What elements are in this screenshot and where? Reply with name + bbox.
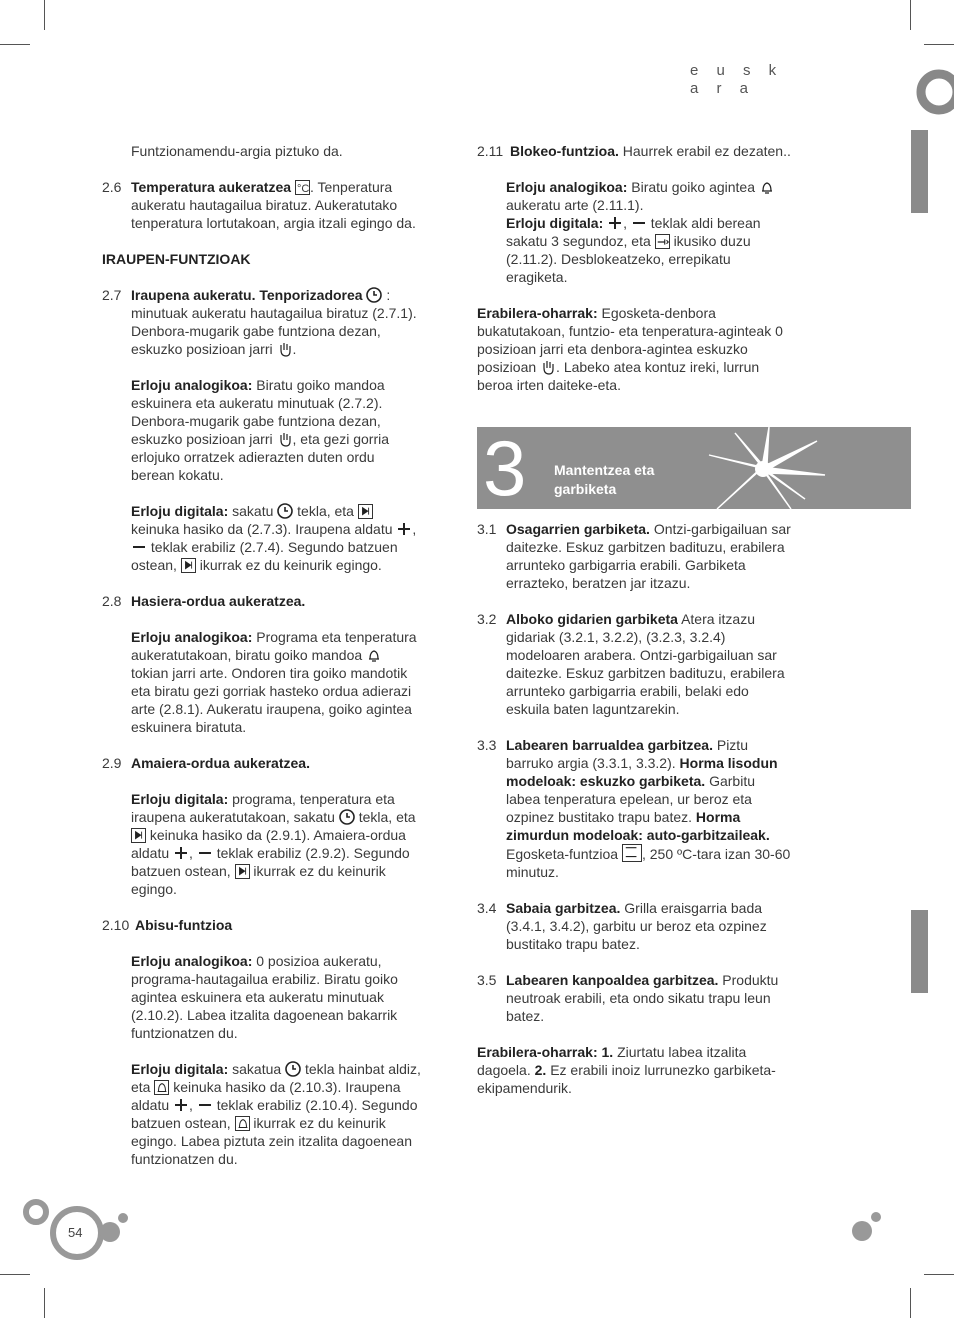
crop-mark: [924, 1274, 954, 1275]
section-2-10: 2.10 Abisu-funtzioa Erloju analogikoa: 0 posizioa aukeratu, programa-hautagailua erabiliz. Biratu goiko agintea eskuinera eta aukeratu minutuak (2.10.2). Labea itzalita dagoenean bakarrik funtzionatzen du. Erloju digitala: sakatua tekla hainbat aldiz, eta keinuka hasiko da (2.10.3). Iraupena aldatu , teklak erabiliz (2.10.4). Segundo batzuen ostean, ikurrak ez du keinurik egingo. Labea piztuta zein itzalita dagoenean funtzionatzen du.: [102, 917, 421, 1167]
section-2-9: 2.9 Amaiera-ordua aukeratzea. Erloju digitala: programa, tenperatura eta iraupena aukeratutakoan, sakatu tekla, eta keinuka hasiko da (2.9.1). Amaiera-ordua aldatu , teklak erabiliz (2.9.2). Segundo batzuen ostean, ikurrak ez du keinurik egingo.: [102, 755, 416, 897]
play-icon: [181, 558, 196, 573]
right-column-lower: [477, 520, 792, 1097]
bell-icon: [759, 179, 775, 195]
plus-icon: [173, 845, 189, 861]
clock-icon: [285, 1061, 301, 1077]
minus-icon: [197, 1097, 213, 1113]
section-3-2: 3.2 Alboko gidarien garbiketa Atera itzazu gidariak (3.2.1, 3.2.2), (3.2.3, 3.2.4) modeloaren arabera. Ontzi-garbigailuan sar daitezke. Eskuz garbitzen badituzu, erabilera arrunteko garbigarria erabili, belaki edo eskuila baten laguntzarekin.: [477, 611, 785, 717]
plus-icon: [607, 215, 623, 231]
side-tab-top: [911, 130, 928, 213]
key-lock-icon: [655, 234, 670, 249]
chapter-title: Mantentzea eta garbiketa: [554, 462, 655, 497]
crop-mark: [910, 0, 911, 30]
crop-mark: [0, 1274, 30, 1275]
right-column: [477, 142, 792, 394]
clock-icon: [339, 809, 355, 825]
section-2-11: 2.11 Blokeo-funtzioa. Haurrek erabil ez dezaten.. Erloju analogikoa: Biratu goiko agintea aukeratu arte (2.11.1). Erloju digitala: , teklak aldi berean sakatu 3 segundoz, eta ikusiko duzu (2.11.2). Desblokeatzeko, errepikatu eragiketa.: [477, 143, 791, 285]
section-3-3: 3.3 Labearen barrualdea garbitzea. Piztu barruko argia (3.3.1, 3.3.2). Horma lisodun modeloak: eskuzko garbiketa. Garbitu labea tenperatura epelean, ur beroz eta ozpinez bustitako trapu batez. Horma zimurdun modeloak: auto-garbitzaileak. Egosketa-funtzioa , 250 ºC-tara izan 30-60 minutuz.: [477, 737, 791, 880]
clock-icon: [277, 503, 293, 519]
sparkle-icon: [707, 427, 827, 509]
usage-notes-1: Erabilera-oharrak: Egosketa-denbora bukatutakoan, funtzio- eta tenperatura-aginteak 0 posizioan jarri eta denbora-agintea eskuzko posizioan . Labeko atea kontuz ireki, lurrun beroa irten daiteke-eta.: [477, 305, 783, 393]
crop-mark: [44, 1288, 45, 1318]
minus-icon: [131, 539, 147, 555]
minus-icon: [631, 215, 647, 231]
play-icon: [235, 864, 250, 879]
decorative-dots-icon: [846, 1205, 886, 1245]
oven-function-icon: [622, 844, 642, 862]
language-label: e u s k a r a: [690, 62, 784, 97]
hand-icon: [277, 431, 293, 447]
hand-icon: [277, 341, 293, 357]
play-icon: [358, 504, 373, 519]
celsius-icon: °C: [295, 180, 310, 195]
chapter-number: 3: [483, 424, 527, 512]
usage-notes-2: Erabilera-oharrak: 1. Ziurtatu labea itzalita dagoela. 2. Ez erabili inoiz lurrunezko garbiketa-ekipamendurik.: [477, 1044, 776, 1096]
section-3-5: 3.5 Labearen kanpoaldea garbitzea. Produktu neutroak erabili, eta ondo sikatu trapu leun batez.: [477, 972, 779, 1024]
chapter-banner: [477, 424, 911, 512]
left-column: [102, 142, 422, 1168]
plus-icon: [173, 1097, 189, 1113]
decorative-circle-icon: [905, 66, 954, 126]
side-tab-bottom: [911, 910, 928, 993]
bell-icon: [235, 1116, 250, 1131]
crop-mark: [924, 44, 954, 45]
crop-mark: [0, 44, 30, 45]
hand-icon: [540, 359, 556, 375]
play-icon: [131, 828, 146, 843]
bell-icon: [366, 647, 382, 663]
plus-icon: [396, 521, 412, 537]
section-2-6: 2.6 Temperatura aukeratzea °C . Tenperatura aukeratu hautagailua biratuz. Aukeratutako tenperatura lortutakoan, argia itzali egingo da.: [102, 179, 416, 231]
clock-icon: [366, 287, 382, 303]
section-3-4: 3.4 Sabaia garbitzea. Grilla eraisgarria bada (3.4.1, 3.4.2), garbitu ur beroz eta ozpinez bustitako trapu batez.: [477, 900, 767, 952]
minus-icon: [197, 845, 213, 861]
intro-text: Funtzionamendu-argia piztuko da.: [131, 143, 343, 159]
bell-icon: [154, 1080, 169, 1095]
page-number: 54: [68, 1225, 83, 1240]
section-2-7: 2.7 Iraupena aukeratu. Tenporizadorea : minutuak aukeratu hautagailua biratuz (2.7.1). Denbora-mugarik gabe funtziona dezan, eskuzko posizioan jarri . Erloju analogikoa: Biratu goiko mandoa eskuinera eta aukeratu minutuak (2.7.2). Denbora-mugarik gabe funtziona dezan, eskuzko posizioan jarri , eta gezi gorria erlojuko orratzek adierazten duten ordu berean kokatu. Erloju digitala: sakatu tekla, eta keinuka hasiko da (2.7.3). Iraupena aldatu , teklak erabiliz (2.7.4). Segundo batzuen ostean, ikurrak ez du keinurik egingo.: [102, 287, 417, 573]
crop-mark: [44, 0, 45, 30]
section-2-8: 2.8 Hasiera-ordua aukeratzea. Erloju analogikoa: Programa eta tenperatura aukeratutakoan, biratu goiko mandoa tokian jarri arte. Ondoren tira goiko mandotik eta biratu gezi gorriak hasteko ordua adierazi arte (2.8.1). Aukeratu iraupena, goiko agintea eskuinera biratuta.: [102, 593, 417, 735]
crop-mark: [910, 1288, 911, 1318]
heading-duration: IRAUPEN-FUNTZIOAK: [102, 251, 251, 267]
section-3-1: 3.1 Osagarrien garbiketa. Ontzi-garbigailuan sar daitezke. Eskuz garbitzen badituzu, erabilera arrunteko garbigarria erabili. Garbiketa errazteko, beratzen jar itzazu.: [477, 521, 791, 591]
